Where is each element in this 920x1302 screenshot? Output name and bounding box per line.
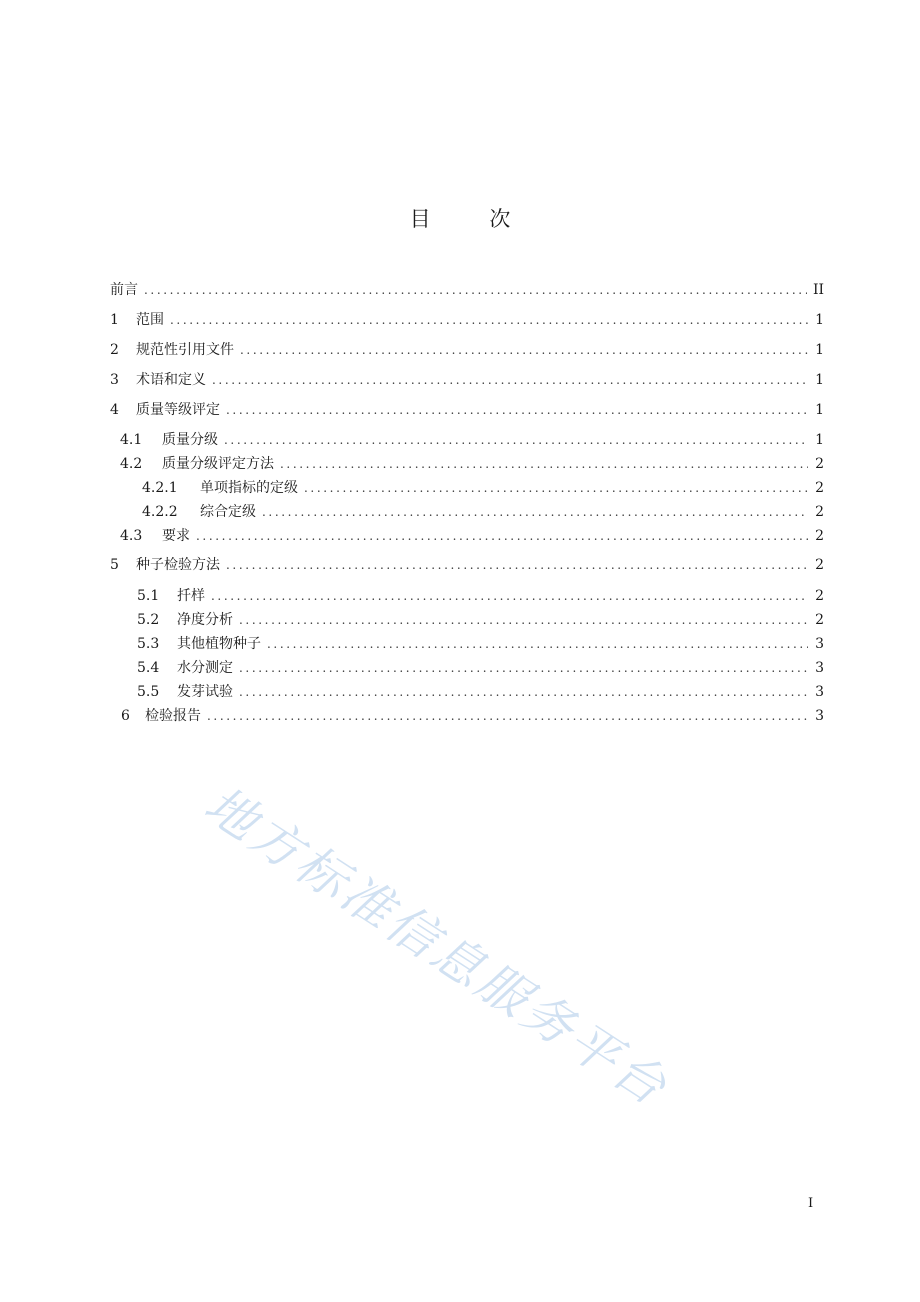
toc-number: 3 [110, 372, 119, 388]
toc-entry-6[interactable] [121, 704, 824, 728]
toc-leader [211, 584, 808, 608]
toc-leader [207, 704, 808, 728]
toc-leader [144, 278, 807, 302]
toc-number: 5.5 [137, 684, 160, 700]
toc-entry-5-4[interactable] [137, 656, 824, 680]
toc-page: 1 [815, 402, 824, 418]
toc-label: 其他植物种子 [177, 636, 261, 652]
toc-leader [262, 500, 808, 524]
toc-page: 3 [815, 636, 824, 652]
toc-page: 1 [815, 342, 824, 358]
toc-label: 范围 [136, 312, 164, 328]
toc-entry-4-3[interactable] [120, 524, 824, 548]
toc-number: 4.2.2 [142, 504, 178, 520]
toc-label: 综合定级 [200, 504, 256, 520]
toc-label: 发芽试验 [177, 684, 233, 700]
toc-leader [170, 308, 808, 332]
toc-label: 单项指标的定级 [200, 480, 298, 496]
toc-page: 2 [815, 480, 824, 496]
toc-leader [239, 656, 808, 680]
toc-page: 2 [815, 557, 824, 573]
toc-page: II [812, 282, 824, 298]
toc-leader [280, 452, 808, 476]
toc-entry-foreword[interactable] [110, 278, 824, 302]
toc-entry-4-1[interactable] [120, 428, 824, 452]
toc-leader [240, 338, 808, 362]
toc-leader [304, 476, 808, 500]
toc-entry-5-1[interactable] [137, 584, 824, 608]
toc-label: 质量分级 [162, 432, 218, 448]
toc-label: 净度分析 [177, 612, 233, 628]
toc-number: 1 [110, 312, 119, 328]
toc-page: 1 [815, 432, 824, 448]
toc-number: 4.2 [120, 456, 143, 472]
toc-leader [239, 608, 808, 632]
toc-leader [196, 524, 808, 548]
toc-page: 3 [815, 684, 824, 700]
toc-entry-4-2-2[interactable] [142, 500, 824, 524]
toc-page: 2 [815, 456, 824, 472]
toc-number: 6 [121, 708, 130, 724]
toc-leader [267, 632, 808, 656]
toc-number: 5.2 [137, 612, 160, 628]
toc-label: 质量分级评定方法 [162, 456, 274, 472]
toc-number: 4 [110, 402, 119, 418]
toc-number: 5.4 [137, 660, 160, 676]
toc-leader [226, 398, 808, 422]
toc-page: 3 [815, 708, 824, 724]
toc-entry-5-3[interactable] [137, 632, 824, 656]
toc-entry-4[interactable] [110, 398, 824, 422]
toc-label: 要求 [162, 528, 190, 544]
toc-label: 水分测定 [177, 660, 233, 676]
watermark: 地方标准信息服务平台 [194, 775, 679, 1118]
toc-label: 种子检验方法 [136, 557, 220, 573]
toc-label: 规范性引用文件 [136, 342, 234, 358]
toc-label: 前言 [110, 282, 138, 298]
toc-leader [212, 368, 808, 392]
toc-entry-4-2[interactable] [120, 452, 824, 476]
toc-number: 4.3 [120, 528, 143, 544]
toc-page: 2 [815, 504, 824, 520]
toc-page: 1 [815, 312, 824, 328]
toc-label: 质量等级评定 [136, 402, 220, 418]
toc-entry-3[interactable] [110, 368, 824, 392]
toc-entry-5-5[interactable] [137, 680, 824, 704]
toc-number: 5 [110, 557, 119, 573]
toc-page: 2 [815, 528, 824, 544]
toc-label: 检验报告 [145, 708, 201, 724]
toc-entry-5[interactable] [110, 553, 824, 577]
toc-entry-2[interactable] [110, 338, 824, 362]
toc-leader [239, 680, 808, 704]
toc-entry-1[interactable] [110, 308, 824, 332]
toc-label: 扦样 [177, 588, 205, 604]
toc-number: 4.1 [120, 432, 143, 448]
toc-leader [224, 428, 808, 452]
toc-number: 5.1 [137, 588, 160, 604]
toc-entry-4-2-1[interactable] [142, 476, 824, 500]
toc-page: 3 [815, 660, 824, 676]
toc-number: 5.3 [137, 636, 160, 652]
toc-number: 2 [110, 342, 119, 358]
toc-leader [226, 553, 808, 577]
toc-page: 2 [815, 588, 824, 604]
page-title: 目 次 [409, 207, 537, 231]
page-number: I [808, 1196, 814, 1211]
toc-page: 1 [815, 372, 824, 388]
toc-label: 术语和定义 [136, 372, 206, 388]
toc-page: 2 [815, 612, 824, 628]
toc-number: 4.2.1 [142, 480, 178, 496]
toc-entry-5-2[interactable] [137, 608, 824, 632]
